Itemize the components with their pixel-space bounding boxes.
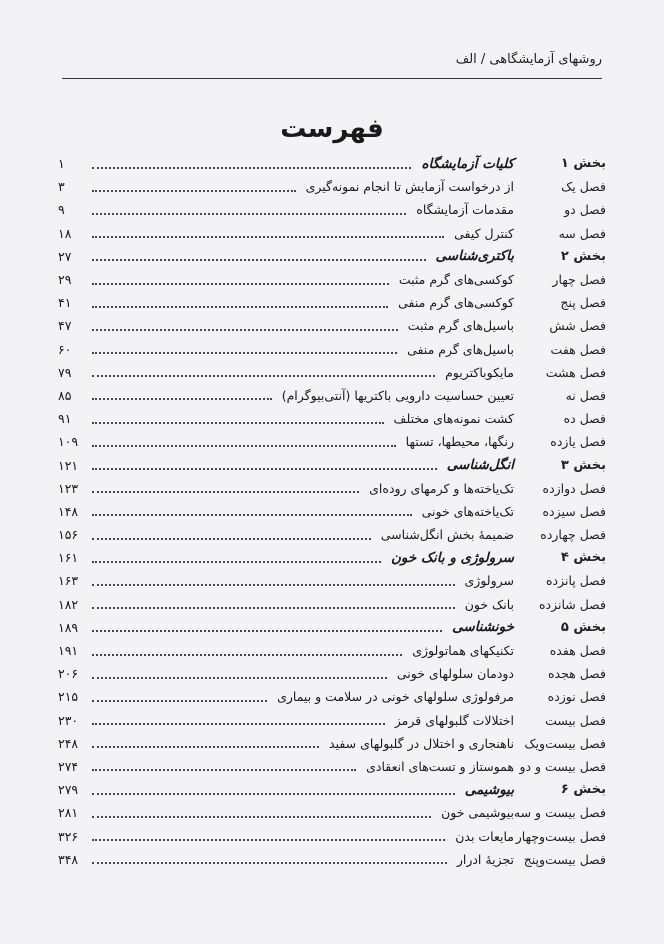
chapter-title: کشت نمونه‌های مختلف bbox=[393, 411, 514, 427]
chapter-label: فصل شانزده bbox=[538, 596, 606, 612]
toc-chapter-row bbox=[58, 685, 606, 708]
chapter-label: فصل بیست‌وپنج bbox=[523, 851, 606, 867]
chapter-title: تجزیهٔ ادرار bbox=[456, 851, 514, 867]
toc-section-row bbox=[58, 778, 606, 801]
dot-leader bbox=[92, 561, 381, 563]
dot-leader bbox=[92, 259, 426, 261]
dot-leader bbox=[92, 213, 406, 215]
chapter-title: دودمان سلولهای خونی bbox=[396, 666, 514, 682]
chapter-title: ضمیمهٔ بخش انگل‌شناسی bbox=[380, 527, 514, 543]
chapter-title: بیوشیمی خون bbox=[441, 805, 514, 821]
dot-leader bbox=[92, 607, 455, 609]
dot-leader bbox=[92, 746, 319, 748]
toc-chapter-row bbox=[58, 801, 606, 824]
toc-chapter-row bbox=[58, 709, 606, 732]
chapter-label: فصل شش bbox=[549, 318, 606, 334]
page-number: ۳ bbox=[58, 179, 65, 195]
chapter-title: مقدمات آزمایشگاه bbox=[416, 202, 514, 218]
chapter-label: فصل نه bbox=[565, 387, 606, 403]
toc-chapter-row bbox=[58, 569, 606, 592]
dot-leader bbox=[92, 677, 387, 679]
section-title: سرولوژی و بانک خون bbox=[390, 549, 514, 566]
toc-section-row bbox=[58, 616, 606, 639]
chapter-title: هموستاز و تست‌های انعقادی bbox=[366, 758, 514, 774]
page-number: ۳۲۶ bbox=[58, 828, 79, 844]
section-title: بیوشیمی bbox=[464, 781, 514, 798]
chapter-label: فصل بیست و سه bbox=[513, 805, 606, 821]
chapter-label: فصل بیست bbox=[545, 712, 606, 728]
dot-leader bbox=[92, 283, 389, 285]
toc-chapter-row bbox=[58, 291, 606, 314]
toc-chapter-row bbox=[58, 430, 606, 453]
running-header: روشهای آزمایشگاهی / الف bbox=[455, 52, 602, 67]
chapter-title: اختلالات گلبولهای قرمز bbox=[394, 712, 514, 728]
toc-chapter-row bbox=[58, 314, 606, 337]
chapter-title: مایعات بدن bbox=[455, 828, 514, 844]
page-number: ۹ bbox=[58, 202, 65, 218]
page-number: ۶۰ bbox=[58, 341, 72, 357]
chapter-title: تعیین حساسیت دارویی باکتریها (آنتی‌بیوگرام) bbox=[281, 387, 514, 403]
page-number: ۴۷ bbox=[58, 318, 72, 334]
dot-leader bbox=[92, 375, 435, 377]
dot-leader bbox=[92, 839, 445, 841]
page-number: ۲۴۸ bbox=[58, 735, 79, 751]
section-label: بخش ۱ bbox=[560, 156, 606, 172]
chapter-label: فصل یازده bbox=[550, 434, 606, 450]
dot-leader bbox=[92, 862, 447, 864]
dot-leader bbox=[92, 584, 455, 586]
dot-leader bbox=[92, 654, 402, 656]
page-number: ۴۱ bbox=[58, 295, 72, 311]
chapter-label: فصل پنج bbox=[560, 295, 606, 311]
page-number: ۱۶۱ bbox=[58, 550, 79, 566]
dot-leader bbox=[92, 491, 359, 493]
page-number: ۲۷ bbox=[58, 248, 72, 264]
toc-chapter-row bbox=[58, 384, 606, 407]
section-label: بخش ۲ bbox=[560, 248, 606, 264]
toc-section-row bbox=[58, 152, 606, 175]
page-number: ۲۷۴ bbox=[58, 758, 79, 774]
page-number: ۱۹۱ bbox=[58, 643, 79, 659]
chapter-title: مرفولوژی سلولهای خونی در سلامت و بیماری bbox=[277, 689, 514, 705]
chapter-title: سرولوژی bbox=[464, 573, 514, 589]
header-rule bbox=[62, 78, 602, 79]
page-number: ۲۸۱ bbox=[58, 805, 79, 821]
chapter-label: فصل چهار bbox=[552, 272, 606, 288]
toc-chapter-row bbox=[58, 523, 606, 546]
chapter-title: از درخواست آزمایش تا انجام نمونه‌گیری bbox=[305, 179, 514, 195]
chapter-label: فصل بیست و دو bbox=[519, 758, 606, 774]
section-title: کلیات آزمایشگاه bbox=[421, 155, 514, 172]
dot-leader bbox=[92, 700, 267, 702]
chapter-label: فصل هفت bbox=[550, 341, 606, 357]
dot-leader bbox=[92, 445, 396, 447]
section-label: بخش ۵ bbox=[560, 619, 606, 635]
page-number: ۲۷۹ bbox=[58, 782, 79, 798]
page-number: ۱۸ bbox=[58, 225, 72, 241]
chapter-label: فصل دو bbox=[564, 202, 606, 218]
page-number: ۱۸۹ bbox=[58, 619, 79, 635]
page-number: ۸۵ bbox=[58, 387, 72, 403]
chapter-title: تکنیکهای هماتولوژی bbox=[412, 643, 514, 659]
chapter-label: فصل بیست‌ویک bbox=[524, 735, 606, 751]
dot-leader bbox=[92, 167, 411, 169]
toc-chapter-row bbox=[58, 222, 606, 245]
chapter-label: فصل بیست‌وچهار bbox=[515, 828, 606, 844]
dot-leader bbox=[92, 769, 356, 771]
chapter-label: فصل نوزده bbox=[547, 689, 606, 705]
toc-chapter-row bbox=[58, 593, 606, 616]
chapter-title: کوکسی‌های گرم منفی bbox=[398, 295, 514, 311]
page-number: ۱۸۲ bbox=[58, 596, 79, 612]
dot-leader bbox=[92, 538, 371, 540]
section-label: بخش ۶ bbox=[560, 782, 606, 798]
chapter-label: فصل سه bbox=[558, 225, 606, 241]
toc-section-row bbox=[58, 453, 606, 476]
dot-leader bbox=[92, 816, 431, 818]
chapter-label: فصل سیزده bbox=[542, 503, 606, 519]
toc-chapter-row bbox=[58, 361, 606, 384]
page-number: ۹۱ bbox=[58, 411, 72, 427]
chapter-title: کوکسی‌های گرم مثبت bbox=[398, 272, 514, 288]
page-number: ۲۹ bbox=[58, 272, 72, 288]
dot-leader bbox=[92, 514, 412, 516]
page-number: ۲۱۵ bbox=[58, 689, 79, 705]
toc-chapter-row bbox=[58, 639, 606, 662]
toc-section-row bbox=[58, 245, 606, 268]
chapter-title: کنترل کیفی bbox=[454, 225, 514, 241]
page-number: ۱۲۳ bbox=[58, 480, 79, 496]
chapter-title: باسیل‌های گرم منفی bbox=[407, 341, 514, 357]
chapter-label: فصل هشت bbox=[545, 364, 606, 380]
toc-chapter-row bbox=[58, 848, 606, 871]
page-number: ۱۴۸ bbox=[58, 503, 79, 519]
chapter-label: فصل هفده bbox=[549, 643, 606, 659]
chapter-label: فصل یک bbox=[561, 179, 606, 195]
dot-leader bbox=[92, 468, 437, 470]
dot-leader bbox=[92, 329, 398, 331]
toc-chapter-row bbox=[58, 477, 606, 500]
page-number: ۲۳۰ bbox=[58, 712, 79, 728]
page-number: ۲۰۶ bbox=[58, 666, 79, 682]
dot-leader bbox=[92, 630, 442, 632]
toc-chapter-row bbox=[58, 198, 606, 221]
chapter-title: مایکوباکتریوم bbox=[445, 364, 514, 380]
chapter-title: رنگها، محیطها، تستها bbox=[405, 434, 514, 450]
section-title: باکتری‌شناسی bbox=[435, 248, 514, 265]
section-title: خونشناسی bbox=[452, 619, 514, 636]
page-number: ۷۹ bbox=[58, 364, 72, 380]
chapter-label: فصل دوازده bbox=[542, 480, 606, 496]
toc-chapter-row bbox=[58, 824, 606, 847]
section-title: انگل‌شناسی bbox=[446, 457, 514, 474]
dot-leader bbox=[92, 398, 272, 400]
page-number: ۱۰۹ bbox=[58, 434, 79, 450]
chapter-title: تک‌یاخته‌های خونی bbox=[421, 503, 514, 519]
chapter-label: فصل چهارده bbox=[540, 527, 606, 543]
dot-leader bbox=[92, 422, 384, 424]
page-number: ۳۴۸ bbox=[58, 851, 79, 867]
chapter-title: بانک خون bbox=[464, 596, 514, 612]
chapter-title: ناهنجاری و اختلال در گلبولهای سفید bbox=[329, 735, 514, 751]
chapter-title: تک‌یاخته‌ها و کرمهای روده‌ای bbox=[369, 480, 514, 496]
dot-leader bbox=[92, 190, 296, 192]
dot-leader bbox=[92, 723, 385, 725]
chapter-label: فصل هجده bbox=[547, 666, 606, 682]
chapter-label: فصل ده bbox=[563, 411, 606, 427]
chapter-title: باسیل‌های گرم مثبت bbox=[407, 318, 514, 334]
dot-leader bbox=[92, 793, 455, 795]
page-number: ۱ bbox=[58, 156, 65, 172]
dot-leader bbox=[92, 352, 397, 354]
toc-chapter-row bbox=[58, 732, 606, 755]
page-number: ۱۵۶ bbox=[58, 527, 79, 543]
toc-chapter-row bbox=[58, 500, 606, 523]
toc-chapter-row bbox=[58, 175, 606, 198]
dot-leader bbox=[92, 236, 444, 238]
toc-chapter-row bbox=[58, 662, 606, 685]
section-label: بخش ۴ bbox=[560, 550, 606, 566]
chapter-label: فصل پانزده bbox=[545, 573, 606, 589]
table-of-contents bbox=[58, 152, 606, 871]
toc-chapter-row bbox=[58, 407, 606, 430]
page-number: ۱۶۳ bbox=[58, 573, 79, 589]
page-title: فهرست bbox=[280, 114, 384, 144]
toc-chapter-row bbox=[58, 755, 606, 778]
toc-chapter-row bbox=[58, 338, 606, 361]
toc-chapter-row bbox=[58, 268, 606, 291]
toc-section-row bbox=[58, 546, 606, 569]
dot-leader bbox=[92, 306, 388, 308]
section-label: بخش ۳ bbox=[560, 457, 606, 473]
page-number: ۱۲۱ bbox=[58, 457, 79, 473]
